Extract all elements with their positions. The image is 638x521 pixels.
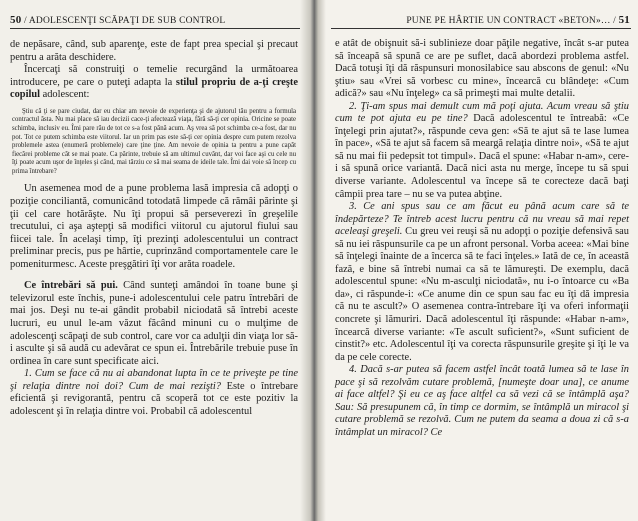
left-running-head: 50 / ADOLESCENŢI SCĂPAŢI DE SUB CONTROL [10,14,226,26]
block-quote [10,108,298,177]
question-4: 4. Dacă s-ar putea să facem astfel încât toată lumea să te lase în pace şi să rezolvăm cutare problemă, [numeşte doar una], ce anume ai face altfel? Şi eu ce aş face altfel ca să vezi că se întâmplă aşa? Sau: Să presupunem că, în timp ce dormim, se întâmplă un miracol şi cutare problemă se rezolvă. Cum ne putem da seama a doua zi că s-a întâmplat un miracol? Ce [335,364,629,438]
page-number: 51 [618,14,630,26]
paragraph: Încercaţi să construiţi o temelie recurgând la următoarea introducere, pe care o puteţi adapta la stilul propriu de a-ţi creşte copilul adolescent: [10,64,298,101]
paragraph: Un asemenea mod de a pune problema lasă impresia că adopţi o poziţie conciliantă, comunicând totodată limpede că rămâi părinte şi ţii cel care hotărăşte. Nu îţi propui să perseverezi în greşelile trecutului, ci aşa aştepţi să modifici viitorul cu ajutorul fiului sau fiicei tale. În acelaşi timp, îţi prezinţi adolescentului un contract preliminar precis, pus pe hârtie, cuprinzând comportamentele care le pomeniturmesc. Aceste preşgătiri îţi vor arăta roadele. [10,183,298,270]
right-running-head: PUNE PE HÂRTIE UN CONTRACT «BETON»… / 51 [406,14,630,26]
header-rule [331,28,631,29]
header-rule [10,28,300,29]
question-2: 2. Ţi-am spus mai demult cum mă poţi ajuta. Acum vreau să ştiu cum te pot ajuta eu pe tine? Dacă adolescentul te întreabă: «Ce înţelegi prin ajutat?», răspunde ceva gen: «Să te ajut să te lase lumea în pace», «Să te ajut să facem să meargă relaţia dintre noi», «Să te ajut să nu mai fii pedepsit tot timpul». Dacă el spune: «Habar n-am», cere-i să spună orice variantă. Dacă nici asta nu merge, începe tu să spui diverse variante. Adolescentul va începe să te corecteze dacă baţi câmpii prea tare – nu se va putea abţine. [335,100,629,200]
question-3: 3. Ce ani spus sau ce am făcut eu până acum care să te îndepărteze? Te întreb acest lucru pentru că nu vreau să mai repet aceleaşi greşeli. Cu greu vei reuşi să nu adopţi o poziţie defensivă sau să nu iei răspunsurile ca pe un afront personal. Vorba aceea: «Mai bine să înţelegi înainte de a încerca să te faci înţeles.» Iată de ce, în această fază, e bine să întrebi numai ca să te lămureşti. De exemplu, dacă adolescentul spune: «Nu m-asculţi niciodată», nu i-o întoarce cu «Ba da», ci răspunde-i: «Ce anume din ce spun sau fac eu îţi dă impresia că nu te ascult?» O asemenea contra-întrebare îţi va oferi informaţii concrete şi lămuriri. Dacă adolescentul îţi răspunde: «Habar n-am», încearcă diverse variante: «Te ascult suficient?», «Sunt suficient de cinstit?» etc. Adolescentul îţi va corecta răspunsurile greşite şi îţi le va da pe cele corecte. [335,201,629,363]
paragraph: e atât de obişnuit să-i sublinieze doar păţile negative, încât s-ar putea să înceapă să spună ce are pe suflet, dacă abordezi problema astfel. Dacă totuşi îţi dă răspunsuri monosilabice sau abscons de genul: «Nu ştiu» sau «Vrei să vorbesc cu mine», încearcă cu blândeţe: «Cum adică?» sau «Nu înţeleg» ca să primeşti mai multe detalii. [335,38,629,100]
left-page [0,0,312,521]
quote-text: Ştiu că ţi se pare ciudat, dar eu chiar am nevoie de experienţa şi de ajutorul tău pentru a formula contractul ăsta. Nu mai place să iau decizii cace-ţi afectează viaţa, fără să-ţi cer opinia. Oricine se poate schimba, inclusiv eu. Îmi pare rău de tot ce s-a fost până acum. Aş vrea să pot schimba ce-a fost, dar nu pot. Tot ce putem schimba este viitorul. Iar un prim pas este să-ţi cer opinia despre cum putem rezolva problemele astea (enumeră problemele) care ţine ţine. Am nevoie de opinia ta pentru a pune capăt fiecărei probleme cât se mai poate. Ca părinte, trebuie să am ultimul cuvânt, dar voi face aşi cu cele nu îţi poate acum uşor de înţeles şi când, mai târziu ce să mai seama de ideile tale. Îmi dai voie să încep cu prima întrebare? [12,107,296,175]
running-head-title: PUNE PE HÂRTIE UN CONTRACT «BETON»… [406,16,611,26]
page-number: 50 [10,14,22,26]
paragraph: de nepăsare, când, sub aparenţe, este de fapt prea special şi precaut pentru a arăta deschidere. [10,39,298,63]
book-gutter [300,0,326,521]
paragraph: Ce întrebări să pui. Când sunteţi amândoi în toane bune şi televizorul este închis, pune-i adolescentului cele patru întrebări de mai jos. Deşi nu te-ai gândit probabil niciodată să întrebi aceste lucruri, eu unul le-am văzut făcând minuni cu o mulţime de adolescenţi scăpaţi de sub control, care vor ca adulţii din viaţa lor să-i asculte şi să audă cu adevărat ce spun ei. Întrebările trebuie puse în ordinea în care sunt specificate aici. [10,280,298,367]
running-head-title: ADOLESCENŢI SCĂPAŢI DE SUB CONTROL [28,16,226,26]
question-1: 1. Cum se face că nu ai abandonat lupta în ce te priveşte pe tine şi relaţia dintre noi doi? Cum de mai rezişti? Este o întrebare eficientă şi revigorantă, pentru că scoperă tot ce este pozitiv la adolescent şi în relaţia dintre voi. Probabil că adolescentul [10,368,298,417]
left-body [10,39,298,418]
right-body [335,38,629,440]
right-page [317,0,638,521]
